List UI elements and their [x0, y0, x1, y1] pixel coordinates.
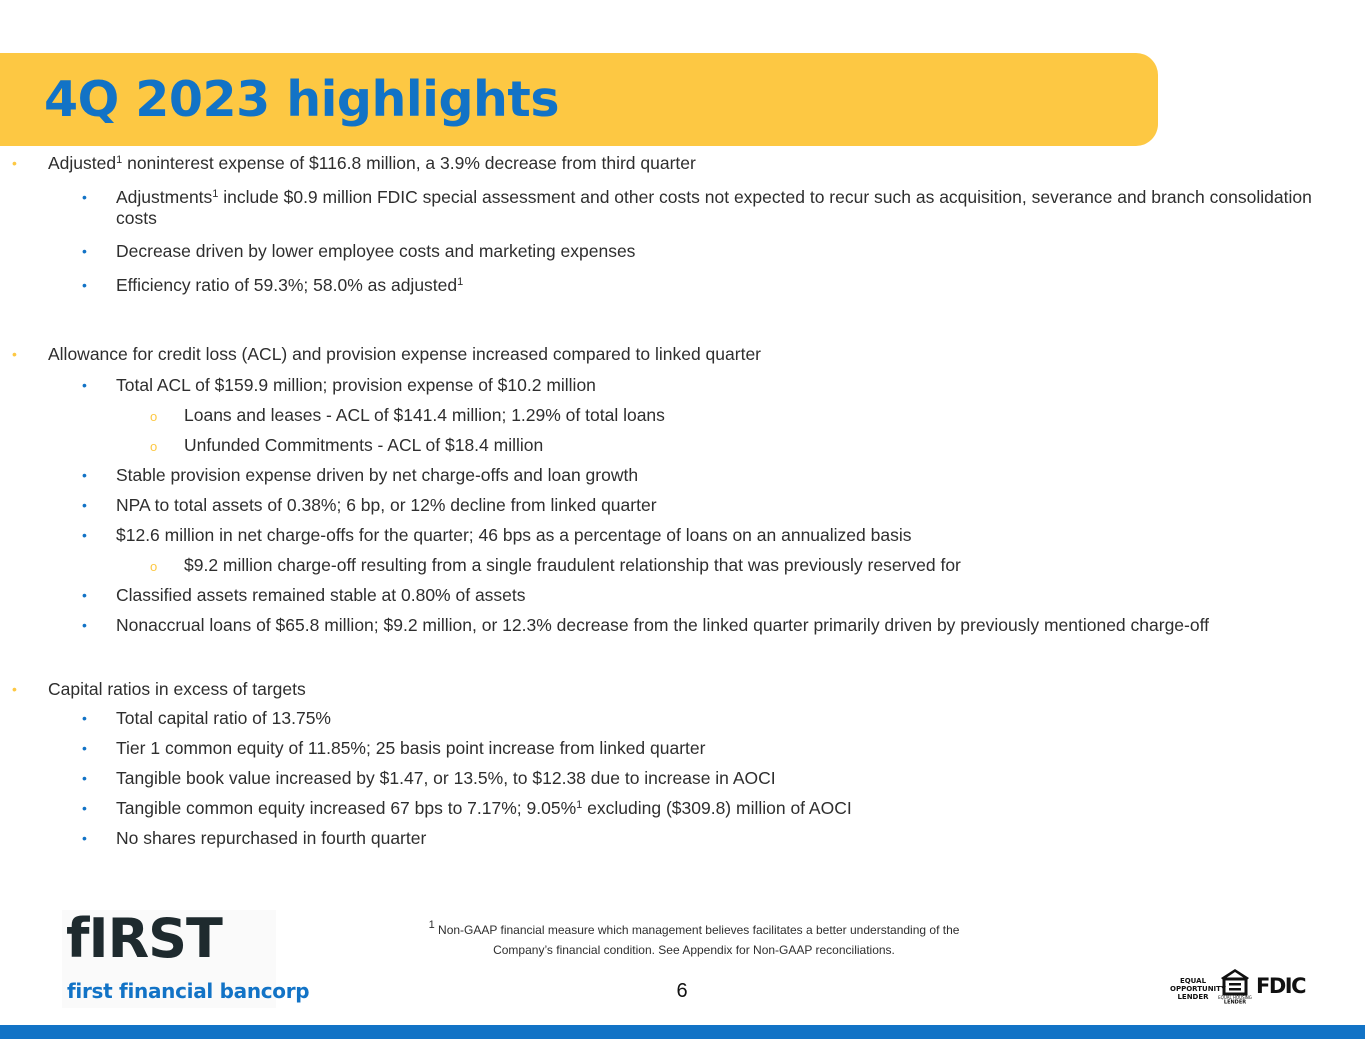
bullet-icon: •: [82, 740, 87, 756]
list-item: Stable provision expense driven by net charge-offs and loan growth: [116, 465, 639, 485]
footnote-reference: 1: [457, 276, 464, 288]
bullet-icon: •: [82, 277, 87, 293]
bullet-icon: o: [150, 559, 158, 574]
footnote-reference: 1: [212, 188, 219, 200]
footnote-marker: 1: [428, 919, 435, 931]
list-item: Total capital ratio of 13.75%: [116, 708, 331, 728]
page-number: 6: [676, 980, 688, 1002]
list-item: Nonaccrual loans of $65.8 million; $9.2 million, or 12.3% decrease from the linked quarter primarily driven by previously mentioned charge-off: [116, 615, 1210, 635]
bullet-icon: •: [12, 346, 17, 362]
bullet-icon: •: [82, 467, 87, 483]
bullet-icon: •: [12, 155, 17, 171]
text-segment: Tangible common equity increased 67 bps to 7.17%; 9.05%: [116, 798, 577, 818]
section-heading: Capital ratios in excess of targets: [48, 679, 306, 699]
text-segment: Adjustments: [116, 187, 213, 207]
bullet-icon: •: [82, 527, 87, 543]
list-item: No shares repurchased in fourth quarter: [116, 828, 427, 848]
bullet-icon: •: [82, 587, 87, 603]
section-heading: Allowance for credit loss (ACL) and provision expense increased compared to linked quarter: [48, 344, 762, 364]
footnote-line1: Non-GAAP financial measure which management believes facilitates a better understanding of the: [434, 923, 960, 937]
bullet-icon: •: [82, 800, 87, 816]
text-segment: include $0.9 million FDIC special assessment and other costs not expected to recur such as acquisition, severance and branch consolidation costs: [116, 187, 1312, 228]
list-item: $12.6 million in net charge-offs for the quarter; 46 bps as a percentage of loans on an annualized basis: [116, 525, 912, 545]
equal-opportunity-lender-badge: EQUAL OPPORTUNITY LENDER: [1170, 977, 1227, 1001]
footnote-reference: 1: [576, 799, 583, 811]
footnote: [380, 920, 1008, 960]
svg-text:EQUAL HOUSING: EQUAL HOUSING: [1218, 995, 1252, 1000]
list-item: Classified assets remained stable at 0.80% of assets: [116, 585, 526, 605]
bullet-icon: •: [82, 243, 87, 259]
bullet-icon: o: [150, 439, 158, 454]
list-item: [116, 187, 1320, 229]
footnote-reference: 1: [116, 154, 123, 166]
sub-list-item: Loans and leases - ACL of $141.4 million; 1.29% of total loans: [184, 405, 665, 425]
company-logo: fIRST: [66, 907, 222, 970]
bullet-icon: o: [150, 409, 158, 424]
sub-list-item: Unfunded Commitments - ACL of $18.4 million: [184, 435, 544, 455]
text-segment: noninterest expense of $116.8 million, a 3.9% decrease from third quarter: [122, 153, 696, 173]
bullet-icon: •: [12, 681, 17, 697]
text-segment: excluding ($309.8) million of AOCI: [582, 798, 852, 818]
list-item: Tangible book value increased by $1.47, or 13.5%, to $12.38 due to increase in AOCI: [116, 768, 776, 788]
list-item: Decrease driven by lower employee costs and marketing expenses: [116, 241, 636, 261]
equal-housing-lender-icon: [1220, 968, 1250, 1004]
list-item: Tier 1 common equity of 11.85%; 25 basis point increase from linked quarter: [116, 738, 706, 758]
bullet-icon: •: [82, 830, 87, 846]
text-segment: Efficiency ratio of 59.3%; 58.0% as adjusted: [116, 275, 458, 295]
fdic-logo: FDIC: [1256, 974, 1306, 998]
company-name: first financial bancorp: [67, 979, 310, 1003]
bullet-icon: •: [82, 710, 87, 726]
bullet-icon: •: [82, 617, 87, 633]
svg-text:LENDER: LENDER: [1223, 999, 1247, 1006]
bottom-accent-bar: [0, 1025, 1365, 1039]
bullet-icon: •: [82, 770, 87, 786]
sub-list-item: $9.2 million charge-off resulting from a single fraudulent relationship that was previously reserved for: [184, 555, 961, 575]
bullet-icon: •: [82, 189, 87, 205]
footnote-line2: Company’s financial condition. See Appendix for Non-GAAP reconciliations.: [493, 943, 895, 957]
text-segment: Adjusted: [48, 153, 117, 173]
list-item: Total ACL of $159.9 million; provision expense of $10.2 million: [116, 375, 596, 395]
section-heading: [48, 153, 696, 174]
page-title: 4Q 2023 highlights: [44, 71, 560, 128]
list-item: [116, 798, 852, 819]
list-item: NPA to total assets of 0.38%; 6 bp, or 12% decline from linked quarter: [116, 495, 657, 515]
bullet-icon: •: [82, 497, 87, 513]
bullet-icon: •: [82, 377, 87, 393]
list-item: [116, 275, 463, 296]
